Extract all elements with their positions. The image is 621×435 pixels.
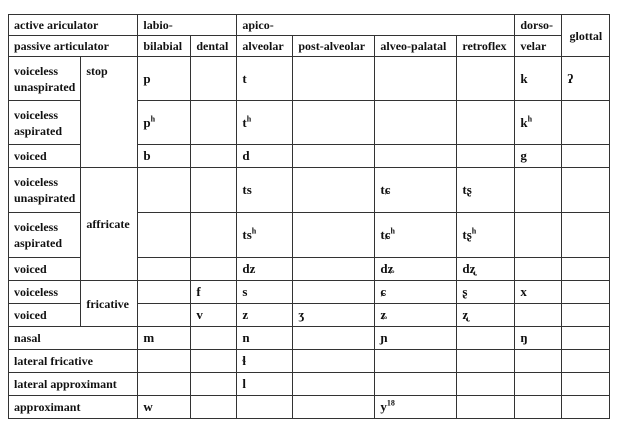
cell-bilabial: p [138, 57, 191, 101]
cell-alveolar: ɬ [237, 350, 293, 373]
phonation-label: voiceless [9, 281, 81, 304]
cell-alveo-palatal: tɕ$^h$ [375, 213, 457, 258]
cell-alveolar: z [237, 304, 293, 327]
cell-alveolar: dz [237, 258, 293, 281]
cell-velar: k [515, 57, 562, 101]
velar-header: velar [515, 36, 562, 57]
cell-bilabial [138, 258, 191, 281]
phonation-label: voiced [9, 145, 81, 168]
cell-retroflex [457, 373, 515, 396]
cell-dental [191, 101, 237, 145]
cell-velar [515, 213, 562, 258]
cell-bilabial: m [138, 327, 191, 350]
cell-velar [515, 168, 562, 213]
cell-post-alveolar [293, 327, 375, 350]
phonation-label: voiceless unaspirated [9, 168, 81, 213]
cell-alveolar: $ts^h$ [237, 213, 293, 258]
table-row [9, 350, 610, 373]
cell-dental [191, 213, 237, 258]
manner-affricate: affricate [81, 168, 138, 281]
cell-retroflex: tʂ [457, 168, 515, 213]
cell-glottal [562, 281, 610, 304]
labio-header: labio- [138, 15, 237, 36]
dental-header: dental [191, 36, 237, 57]
cell-alveolar: $t^h$ [237, 101, 293, 145]
cell-alveo-palatal [375, 57, 457, 101]
header-row-passive [9, 36, 610, 57]
cell-alveolar: s [237, 281, 293, 304]
cell-alveolar: d [237, 145, 293, 168]
cell-dental [191, 57, 237, 101]
cell-alveo-palatal: $y^{18}$ [375, 396, 457, 419]
cell-velar: $k^h$ [515, 101, 562, 145]
table-row [9, 396, 610, 419]
cell-alveolar: ts [237, 168, 293, 213]
passive-articulator-label: passive articulator [9, 36, 138, 57]
phonation-label: voiced [9, 258, 81, 281]
cell-post-alveolar [293, 396, 375, 419]
cell-post-alveolar [293, 213, 375, 258]
phonation-label: voiceless unaspirated [9, 57, 81, 101]
cell-alveo-palatal [375, 145, 457, 168]
cell-glottal [562, 396, 610, 419]
glottal-header: glottal [562, 15, 610, 57]
cell-retroflex: ʐ [457, 304, 515, 327]
dorso-header: dorso- [515, 15, 562, 36]
cell-velar [515, 373, 562, 396]
cell-velar [515, 396, 562, 419]
cell-retroflex: tʂ$^h$ [457, 213, 515, 258]
retroflex-header: retroflex [457, 36, 515, 57]
active-articulator-label: active ariculator [9, 15, 138, 36]
cell-dental [191, 373, 237, 396]
cell-post-alveolar: ʒ [293, 304, 375, 327]
cell-velar: g [515, 145, 562, 168]
table-row [9, 281, 610, 304]
bilabial-header: bilabial [138, 36, 191, 57]
manner-nasal: nasal [9, 327, 138, 350]
alveolar-header: alveolar [237, 36, 293, 57]
cell-alveo-palatal [375, 350, 457, 373]
cell-post-alveolar [293, 101, 375, 145]
cell-velar [515, 304, 562, 327]
cell-post-alveolar [293, 145, 375, 168]
cell-glottal [562, 145, 610, 168]
cell-post-alveolar [293, 373, 375, 396]
cell-velar [515, 258, 562, 281]
cell-post-alveolar [293, 350, 375, 373]
cell-alveo-palatal: tɕ [375, 168, 457, 213]
cell-dental [191, 168, 237, 213]
cell-alveolar: t [237, 57, 293, 101]
cell-alveo-palatal: dʑ [375, 258, 457, 281]
cell-retroflex: dʐ [457, 258, 515, 281]
cell-post-alveolar [293, 258, 375, 281]
cell-glottal [562, 327, 610, 350]
cell-retroflex: ʂ [457, 281, 515, 304]
cell-glottal [562, 168, 610, 213]
consonant-inventory-table [8, 14, 610, 419]
cell-alveo-palatal [375, 373, 457, 396]
manner-lateral-fricative: lateral fricative [9, 350, 138, 373]
post-alveolar-header: post-alveolar [293, 36, 375, 57]
phonation-label: voiceless aspirated [9, 213, 81, 258]
cell-glottal [562, 213, 610, 258]
cell-bilabial: w [138, 396, 191, 419]
cell-dental [191, 327, 237, 350]
cell-retroflex [457, 101, 515, 145]
cell-bilabial [138, 304, 191, 327]
manner-lateral-approximant: lateral approximant [9, 373, 138, 396]
cell-glottal [562, 258, 610, 281]
cell-alveo-palatal [375, 101, 457, 145]
cell-glottal [562, 304, 610, 327]
cell-bilabial [138, 350, 191, 373]
cell-post-alveolar [293, 57, 375, 101]
cell-dental: v [191, 304, 237, 327]
cell-dental [191, 350, 237, 373]
cell-glottal [562, 373, 610, 396]
cell-dental [191, 145, 237, 168]
cell-velar: ŋ [515, 327, 562, 350]
cell-alveo-palatal: ɕ [375, 281, 457, 304]
cell-velar: x [515, 281, 562, 304]
cell-dental [191, 396, 237, 419]
cell-velar [515, 350, 562, 373]
cell-alveo-palatal: ʑ [375, 304, 457, 327]
cell-retroflex [457, 396, 515, 419]
table-row [9, 168, 610, 213]
cell-retroflex [457, 327, 515, 350]
alveo-palatal-header: alveo-palatal [375, 36, 457, 57]
cell-alveolar: l [237, 373, 293, 396]
cell-retroflex [457, 145, 515, 168]
cell-retroflex [457, 57, 515, 101]
phonation-label: voiced [9, 304, 81, 327]
cell-glottal [562, 101, 610, 145]
cell-bilabial [138, 213, 191, 258]
cell-glottal [562, 350, 610, 373]
manner-approximant: approximant [9, 396, 138, 419]
cell-dental: f [191, 281, 237, 304]
cell-post-alveolar [293, 281, 375, 304]
cell-alveolar [237, 396, 293, 419]
phonation-label: voiceless aspirated [9, 101, 81, 145]
cell-post-alveolar [293, 168, 375, 213]
cell-alveo-palatal: ɲ [375, 327, 457, 350]
cell-dental [191, 258, 237, 281]
manner-fricative: fricative [81, 281, 138, 327]
cell-bilabial: $p^h$ [138, 101, 191, 145]
table-row [9, 327, 610, 350]
cell-bilabial [138, 168, 191, 213]
cell-bilabial [138, 281, 191, 304]
apico-header: apico- [237, 15, 515, 36]
cell-bilabial [138, 373, 191, 396]
table-row [9, 373, 610, 396]
cell-glottal: ʔ [562, 57, 610, 101]
header-row-active [9, 15, 610, 36]
cell-bilabial: b [138, 145, 191, 168]
cell-alveolar: n [237, 327, 293, 350]
manner-stop: stop [81, 57, 138, 168]
table-row [9, 57, 610, 101]
cell-retroflex [457, 350, 515, 373]
